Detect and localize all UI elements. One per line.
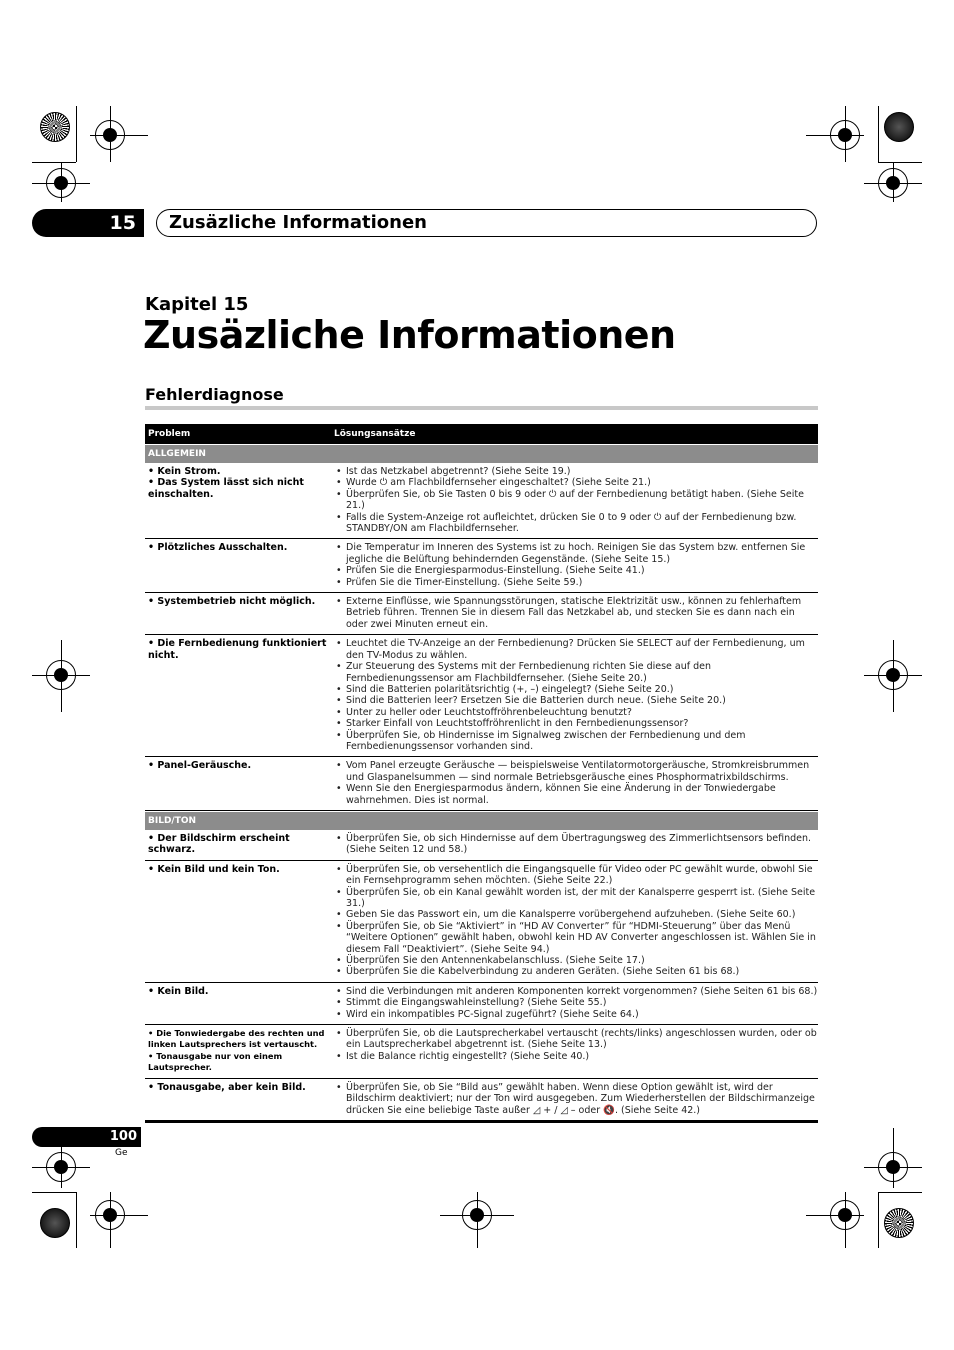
solution-item: • Wurde ⏻ am Flachbildfernseher eingeschaltet? (Siehe Seite 21.) (333, 477, 818, 488)
solution-item: • Prüfen Sie die Energiesparmodus-Einstellung. (Siehe Seite 41.) (333, 565, 818, 576)
problem-cell (145, 638, 333, 752)
table-row (145, 593, 818, 635)
solution-item: • Stimmt die Eingangswahleinstellung? (Siehe Seite 55.) (333, 997, 818, 1008)
solution-cell (333, 986, 818, 1020)
solution-item: • Geben Sie das Passwort ein, um die Kanalsperre vorübergehend aufzuheben. (Siehe Seite 60.) (333, 909, 818, 920)
solution-item: • Überprüfen Sie, ob Sie Tasten 0 bis 9 oder ⏻ auf der Fernbedienung betätigt haben. (Siehe Seite 21.) (333, 489, 818, 512)
category-row-picture-sound: BILD/TON (145, 811, 818, 830)
table-row (145, 539, 818, 593)
starburst-mark-icon (40, 112, 70, 142)
problem-text: • Tonausgabe nur von einem Lautsprecher. (148, 1050, 283, 1073)
problem-text: • Tonausgabe, aber kein Bild. (148, 1081, 306, 1093)
solution-item: • Überprüfen Sie, ob Hindernisse im Signalweg zwischen der Fernbedienung und dem Fernbedienungssensor vorhanden sind. (333, 730, 818, 753)
troubleshooting-table (145, 424, 818, 1123)
solution-cell (333, 1028, 818, 1074)
solution-item: • Sind die Batterien leer? Ersetzen Sie die Batterien durch neue. (Siehe Seite 20.) (333, 695, 818, 706)
table-row (145, 983, 818, 1025)
solution-item: • Wird ein inkompatibles PC-Signal zugeführt? (Siehe Seite 64.) (333, 1009, 818, 1020)
solution-item: • Falls die System-Anzeige rot aufleichtet, drücken Sie 0 to 9 oder ⏻ auf der Fernbedienung bzw. STANDBY/ON am Flachbildfernseher. (333, 512, 818, 535)
solution-item: • Wenn Sie den Energiesparmodus ändern, können Sie eine Änderung in der Tonwiedergabe wahrnehmen. Dies ist normal. (333, 783, 818, 806)
problem-text: • Der Bildschirm erscheint schwarz. (148, 832, 290, 856)
problem-text: • Die Tonwiedergabe des rechten und linken Lautsprechers ist vertauscht. (148, 1028, 325, 1050)
problem-cell (145, 864, 333, 978)
solution-cell (333, 542, 818, 588)
problem-text: • Kein Strom. (148, 466, 221, 477)
solution-item: • Zur Steuerung des Systems mit der Fernbedienung richten Sie diese auf den Fernbedienungssensor am Flachbildfernseher. (Siehe Seite 20.) (333, 661, 818, 684)
chapter-header-title: Zusäzliche Informationen (156, 209, 817, 237)
problem-text: • Das System lässt sich nicht einschalten. (148, 477, 304, 500)
table-header (145, 424, 818, 444)
problem-cell (145, 466, 333, 534)
solution-item: • Vom Panel erzeugte Geräusche — beispielsweise Ventilatormotorgeräusche, Stromkreisbrummen und Glaspanelsummen — sind normale Betriebsgeräusche eines Phosphormatrixbildschirms. (333, 760, 818, 783)
problem-text: • Die Fernbedienung funktioniert nicht. (148, 638, 327, 661)
solution-item: • Die Temperatur im Inneren des Systems ist zu hoch. Reinigen Sie das System bzw. entfernen Sie jegliche die Belüftung behindernden Gegenstände. (Siehe Seite 15.) (333, 542, 818, 565)
starburst-mark-icon (40, 1208, 70, 1238)
solution-item: • Überprüfen Sie, ob die Lautsprecherkabel vertauscht (rechts/links) angeschlossen wurden, oder ob ein Lautsprecherkabel abgetrennt ist. (Siehe Seite 13.) (333, 1028, 818, 1051)
problem-cell (145, 760, 333, 806)
problem-cell (145, 542, 333, 588)
solution-cell (333, 760, 818, 806)
solution-cell (333, 466, 818, 534)
solution-item: • Ist die Balance richtig eingestellt? (Siehe Seite 40.) (333, 1051, 818, 1062)
problem-cell (145, 1082, 333, 1116)
solution-item: • Überprüfen Sie die Kabelverbindung zu anderen Geräten. (Siehe Seiten 61 bis 68.) (333, 966, 818, 977)
table-row (145, 1025, 818, 1079)
table-row (145, 757, 818, 811)
page-title: Zusäzliche Informationen (143, 313, 676, 357)
solution-cell (333, 833, 818, 856)
table-row (145, 1079, 818, 1123)
language-code: Ge (115, 1148, 128, 1158)
problem-text: • Panel-Geräusche. (148, 760, 252, 772)
solution-cell (333, 1082, 818, 1116)
problem-text: • Systembetrieb nicht möglich. (148, 596, 316, 608)
problem-text: • Plötzliches Ausschalten. (148, 542, 288, 554)
solution-item: • Überprüfen Sie den Antennenkabelanschluss. (Siehe Seite 17.) (333, 955, 818, 966)
kapitel-label: Kapitel 15 (145, 294, 249, 315)
solution-cell (333, 864, 818, 978)
problem-text: • Kein Bild und kein Ton. (148, 863, 280, 875)
problem-cell (145, 1028, 333, 1074)
solution-item: • Überprüfen Sie, ob versehentlich die Eingangsquelle für Video oder PC gewählt wurde, obwohl Sie ein Fernsehprogramm sehen möchten. (Siehe Seite 22.) (333, 864, 818, 887)
solution-item: • Starker Einfall von Leuchtstoffröhrenlicht in den Fernbedienungssensor? (333, 718, 818, 729)
solution-item: • Externe Einflüsse, wie Spannungsstörungen, statische Elektrizität usw., können zu fehlerhaftem Betrieb führen. Trennen Sie in diesem Fall das Netzkabel ab, und stecken Sie es dann nach ein oder zwei Minuten erneut ein. (333, 596, 818, 630)
page-number: 100 (32, 1127, 141, 1147)
column-header-solution: Lösungsansätze (334, 429, 416, 439)
section-divider (145, 406, 818, 410)
solution-item: • Sind die Verbindungen mit anderen Komponenten korrekt vorgenommen? (Siehe Seiten 61 bis 68.) (333, 986, 818, 997)
solution-item: • Ist das Netzkabel abgetrennt? (Siehe Seite 19.) (333, 466, 818, 477)
table-row (145, 830, 818, 861)
table-row (145, 463, 818, 539)
solution-item: • Unter zu heller oder Leuchtstoffröhrenbeleuchtung benutzt? (333, 707, 818, 718)
solution-item: • Überprüfen Sie, ob ein Kanal gewählt worden ist, der mit der Kanalsperre gesperrt ist. (Siehe Seite 31.) (333, 887, 818, 910)
problem-cell (145, 986, 333, 1020)
column-header-problem: Problem (148, 429, 191, 439)
problem-cell (145, 596, 333, 630)
problem-cell (145, 833, 333, 856)
chapter-number-badge: 15 (32, 209, 144, 237)
category-row-general: ALLGEMEIN (145, 444, 818, 463)
section-title: Fehlerdiagnose (145, 385, 284, 404)
solution-cell (333, 638, 818, 752)
table-row (145, 861, 818, 983)
starburst-mark-icon (884, 112, 914, 142)
solution-item: • Überprüfen Sie, ob Sie “Bild aus” gewählt haben. Wenn diese Option gewählt ist, wird der Bildschirm deaktiviert; nur der Ton wird ausgegeben. Zum Wiederherstellen der Bildschirmanzeige drücken Sie eine beliebige Taste außer ◿ + / ◿ – oder 🔇. (Siehe Seite 42.) (333, 1082, 818, 1116)
solution-item: • Leuchtet die TV-Anzeige an der Fernbedienung? Drücken Sie SELECT auf der Fernbedienung, um den TV-Modus zu wählen. (333, 638, 818, 661)
solution-item: • Prüfen Sie die Timer-Einstellung. (Siehe Seite 59.) (333, 577, 818, 588)
table-row (145, 635, 818, 757)
solution-item: • Überprüfen Sie, ob sich Hindernisse auf dem Übertragungsweg des Zimmerlichtsensors befinden. (Siehe Seiten 12 und 58.) (333, 833, 818, 856)
starburst-mark-icon (884, 1208, 914, 1238)
problem-text: • Kein Bild. (148, 985, 209, 997)
solution-item: • Sind die Batterien polaritätsrichtig (+, –) eingelegt? (Siehe Seite 20.) (333, 684, 818, 695)
solution-item: • Überprüfen Sie, ob Sie “Aktiviert” in “HD AV Converter” für “HDMI-Steuerung” über das Menü “Weitere Optionen” gewählt haben, obwohl kein HD AV Converter angeschlossen ist. Wählen Sie in diesem Fall “Deaktiviert”. (Siehe Seite 94.) (333, 921, 818, 955)
solution-cell (333, 596, 818, 630)
